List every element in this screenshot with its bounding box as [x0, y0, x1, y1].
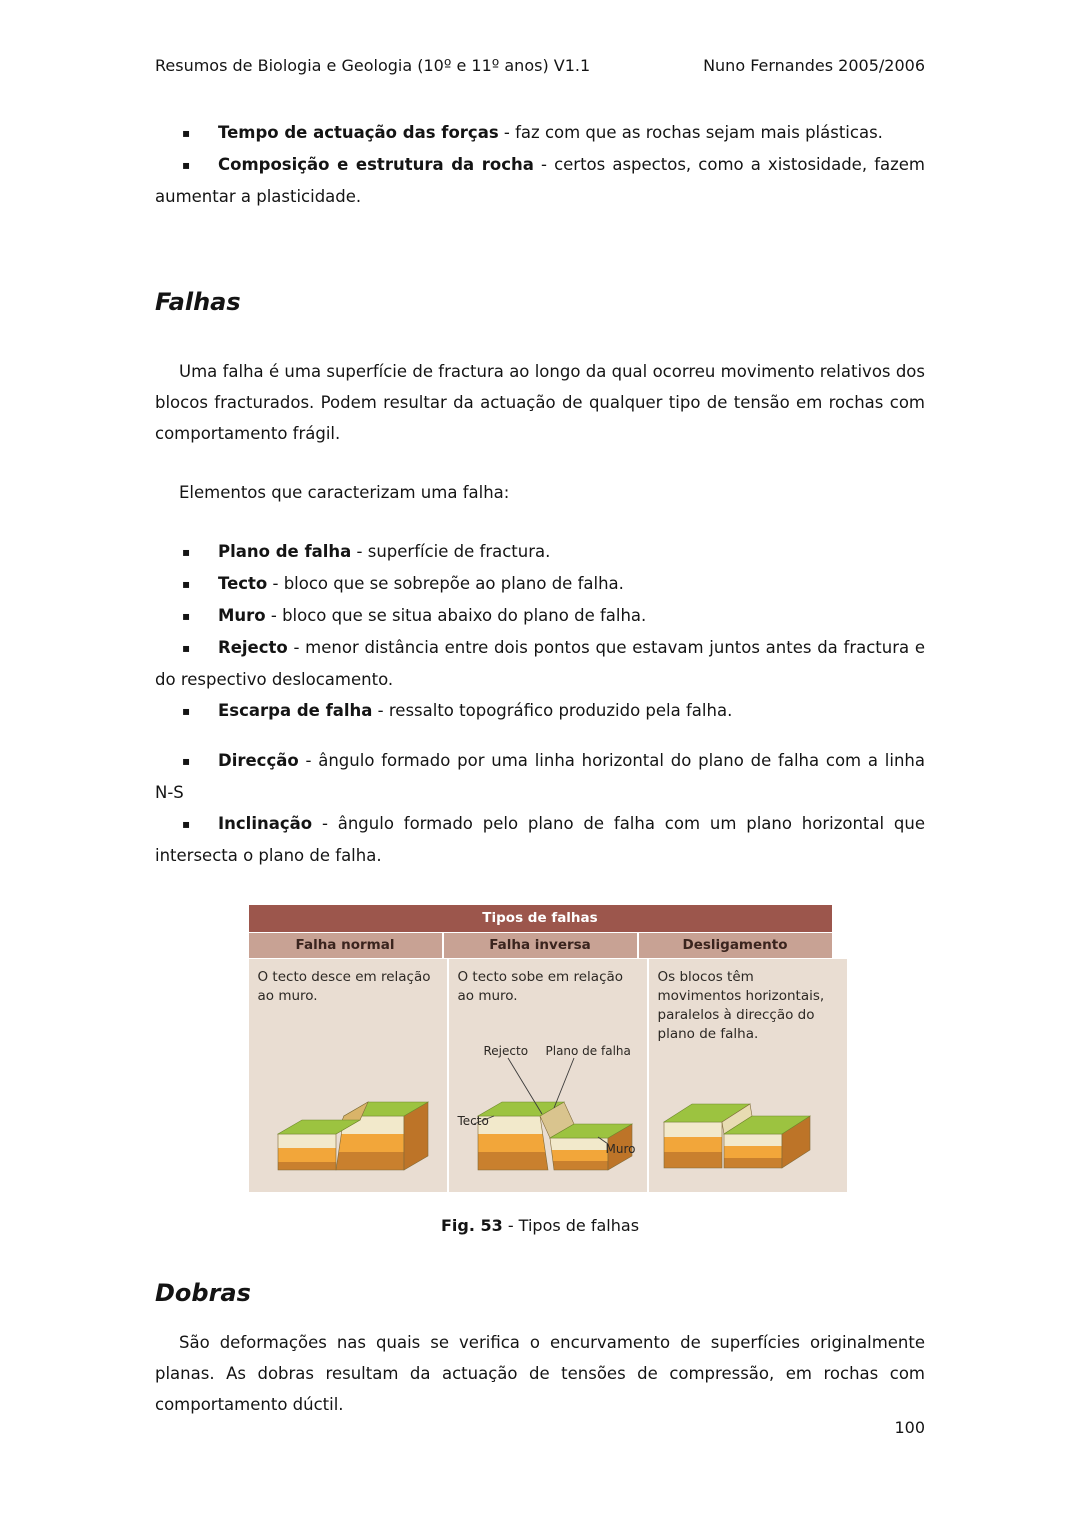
figure-column-headers: [249, 932, 832, 958]
bullet-text: - faz com que as rochas sejam mais plásticas.: [498, 123, 883, 142]
fault-diagram-desligamento-svg: [658, 1044, 838, 1184]
header-right-author: Nuno Fernandes 2005/2006: [703, 56, 925, 75]
figure-cell-falha-normal: [249, 959, 447, 1192]
bullet-item: [155, 745, 925, 808]
page-header: [155, 56, 925, 75]
label-muro: Muro: [605, 1141, 636, 1156]
bullet-item: [155, 568, 925, 600]
bullet-marker: ▪: [182, 158, 191, 172]
figure-tipos-de-falhas: [249, 905, 832, 1192]
figure-colhead-desligamento: Desligamento: [639, 933, 832, 958]
bullet-marker: ▪: [182, 704, 191, 718]
bullet-item: [155, 632, 925, 695]
figure-colhead-falha-inversa: Falha inversa: [444, 933, 637, 958]
header-left-title: Resumos de Biologia e Geologia (10º e 11º anos) V1.1: [155, 56, 591, 75]
bullet-text: - ângulo formado por uma linha horizontal do plano de falha com a linha N-S: [155, 751, 925, 802]
figure-colhead-falha-normal: Falha normal: [249, 933, 442, 958]
figure-desc-falha-inversa: O tecto sobe em relação ao muro.: [457, 969, 624, 1004]
figure-cell-falha-inversa: [449, 959, 647, 1192]
bullet-marker: ▪: [182, 641, 191, 655]
figure-desc-desligamento: Os blocos têm movimentos horizontais, paralelos à direcção do plano de falha.: [657, 969, 825, 1042]
figure-cell-desligamento: [649, 959, 847, 1192]
bullet-text: - certos aspectos, como a xistosidade, fazem aumentar a plasticidade.: [155, 155, 925, 206]
bullet-marker: ▪: [182, 126, 191, 140]
figure-caption: [155, 1216, 925, 1235]
bullet-marker: ▪: [182, 817, 191, 831]
bullet-lead: Tempo de actuação das forças: [218, 123, 499, 142]
label-rejecto: Rejecto: [483, 1043, 529, 1058]
figure-title-bar: Tipos de falhas: [249, 905, 832, 932]
bullet-lead: Muro: [218, 606, 266, 625]
bullet-text: - superfície de fractura.: [351, 542, 551, 561]
fault-diagram-normal: [258, 1044, 438, 1184]
figure-caption-number: Fig. 53: [440, 1215, 503, 1235]
bullet-lead: Rejecto: [218, 638, 288, 657]
bullet-item: [155, 808, 925, 871]
dobras-paragraph: São deformações nas quais se verifica o encurvamento de superfícies originalmente planas. As dobras resultam da actuação de tensões de compressão, em rochas com comportamento dúctil.: [155, 1332, 925, 1414]
fault-diagram-inversa: [458, 1044, 638, 1184]
bullet-marker: ▪: [182, 577, 191, 591]
bullet-lead: Inclinação: [218, 814, 313, 833]
figure-body: [249, 958, 832, 1192]
bullet-item: [155, 149, 925, 212]
bullet-item: [155, 117, 925, 149]
bullet-text: - bloco que se situa abaixo do plano de falha.: [265, 606, 647, 625]
figure-desc-falha-normal: O tecto desce em relação ao muro.: [257, 969, 431, 1004]
section-title-dobras: Dobras: [155, 1278, 251, 1307]
falhas-paragraph: Uma falha é uma superfície de fractura ao longo da qual ocorreu movimento relativos dos blocos fracturados. Podem resultar da actuação de qualquer tipo de tensão em rochas com comportamento frágil.: [155, 362, 925, 443]
bullet-item: [155, 695, 925, 727]
label-plano-de-falha: Plano de falha: [545, 1043, 631, 1058]
bullet-text: - ressalto topográfico produzido pela falha.: [372, 701, 733, 720]
bullet-lead: Escarpa de falha: [218, 701, 373, 720]
bullet-marker: ▪: [182, 754, 191, 768]
fault-diagram-desligamento: [658, 1044, 838, 1184]
bullet-lead: Direcção: [218, 751, 299, 770]
falhas-elements-intro: Elementos que caracterizam uma falha:: [179, 483, 510, 502]
bullet-lead: Tecto: [218, 574, 268, 593]
fault-diagram-normal-svg: [258, 1044, 438, 1184]
bullet-item: [155, 600, 925, 632]
bullet-text: - bloco que se sobrepõe ao plano de falha.: [267, 574, 624, 593]
page-number: 100: [894, 1418, 925, 1437]
section-title-falhas: Falhas: [155, 288, 241, 316]
figure-caption-text: - Tipos de falhas: [502, 1215, 640, 1235]
bullet-text: - menor distância entre dois pontos que estavam juntos antes da fractura e do respectivo deslocamento.: [155, 638, 925, 689]
bullet-lead: Plano de falha: [218, 542, 352, 561]
label-tecto: Tecto: [457, 1113, 489, 1128]
bullet-item: [155, 536, 925, 568]
bullet-marker: ▪: [182, 545, 191, 559]
bullet-marker: ▪: [182, 609, 191, 623]
bullet-text: - ângulo formado pelo plano de falha com um plano horizontal que intersecta o plano de falha.: [155, 814, 925, 865]
bullet-lead: Composição e estrutura da rocha: [218, 155, 534, 174]
